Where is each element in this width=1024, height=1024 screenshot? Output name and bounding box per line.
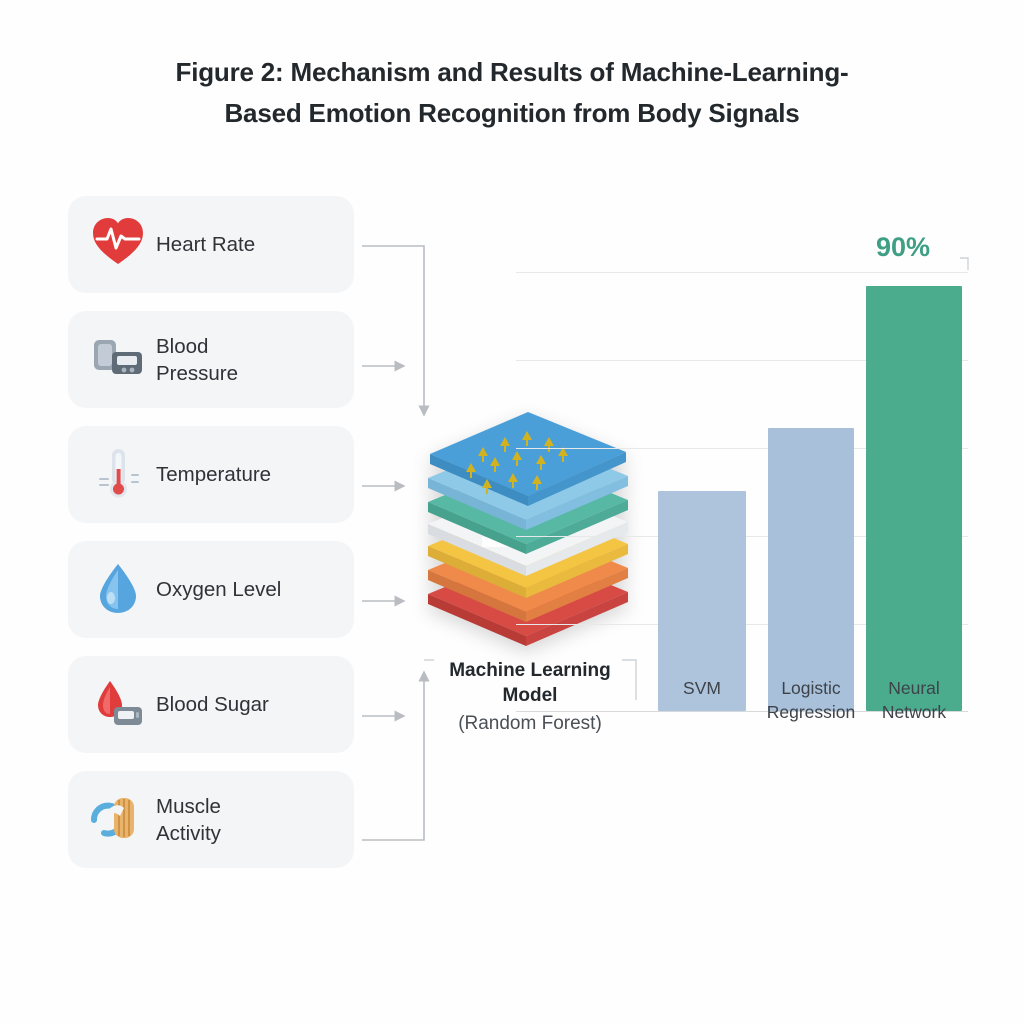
page-title [0, 52, 1024, 134]
signal-label: Heart Rate [156, 233, 256, 256]
signal-card-heart-rate[interactable] [68, 196, 354, 293]
bar-label-neural-network: Neural Network [881, 678, 947, 722]
signal-label: Blood Pressure [156, 334, 239, 385]
bar-logistic-regression[interactable] [768, 428, 854, 711]
accuracy-bar-chart [516, 232, 968, 730]
bar-value-neural-network: 90% [876, 232, 931, 262]
signal-label: Muscle Activity [156, 794, 221, 845]
water-drop-icon [90, 560, 146, 620]
gridline [516, 272, 968, 273]
blood-glucose-meter-icon [90, 675, 146, 735]
thermometer-icon [90, 445, 146, 505]
signal-label: Temperature [156, 463, 272, 486]
bar-label-svm: SVM [683, 678, 721, 698]
signal-label: Blood Sugar [156, 693, 269, 716]
title-line-2: Based Emotion Recognition from Body Signals [224, 98, 800, 128]
signal-card-temperature[interactable] [68, 426, 354, 523]
model-subtitle: (Random Forest) [458, 713, 602, 734]
bar-label-logistic-regression: Logistic Regression [766, 678, 856, 722]
signal-card-oxygen-level[interactable] [68, 541, 354, 638]
signal-card-blood-pressure[interactable] [68, 311, 354, 408]
signal-label: Oxygen Level [156, 578, 282, 601]
title-line-1: Figure 2: Mechanism and Results of Machine-Learning- [175, 57, 849, 87]
heart-rate-icon [90, 215, 146, 275]
blood-pressure-cuff-icon [90, 330, 146, 390]
signal-list [68, 196, 354, 886]
model-title: Machine Learning Model [449, 660, 611, 706]
signal-card-blood-sugar[interactable] [68, 656, 354, 753]
signal-card-muscle-activity[interactable] [68, 771, 354, 868]
muscle-activity-icon [90, 790, 146, 850]
bar-neural-network[interactable] [866, 286, 962, 711]
